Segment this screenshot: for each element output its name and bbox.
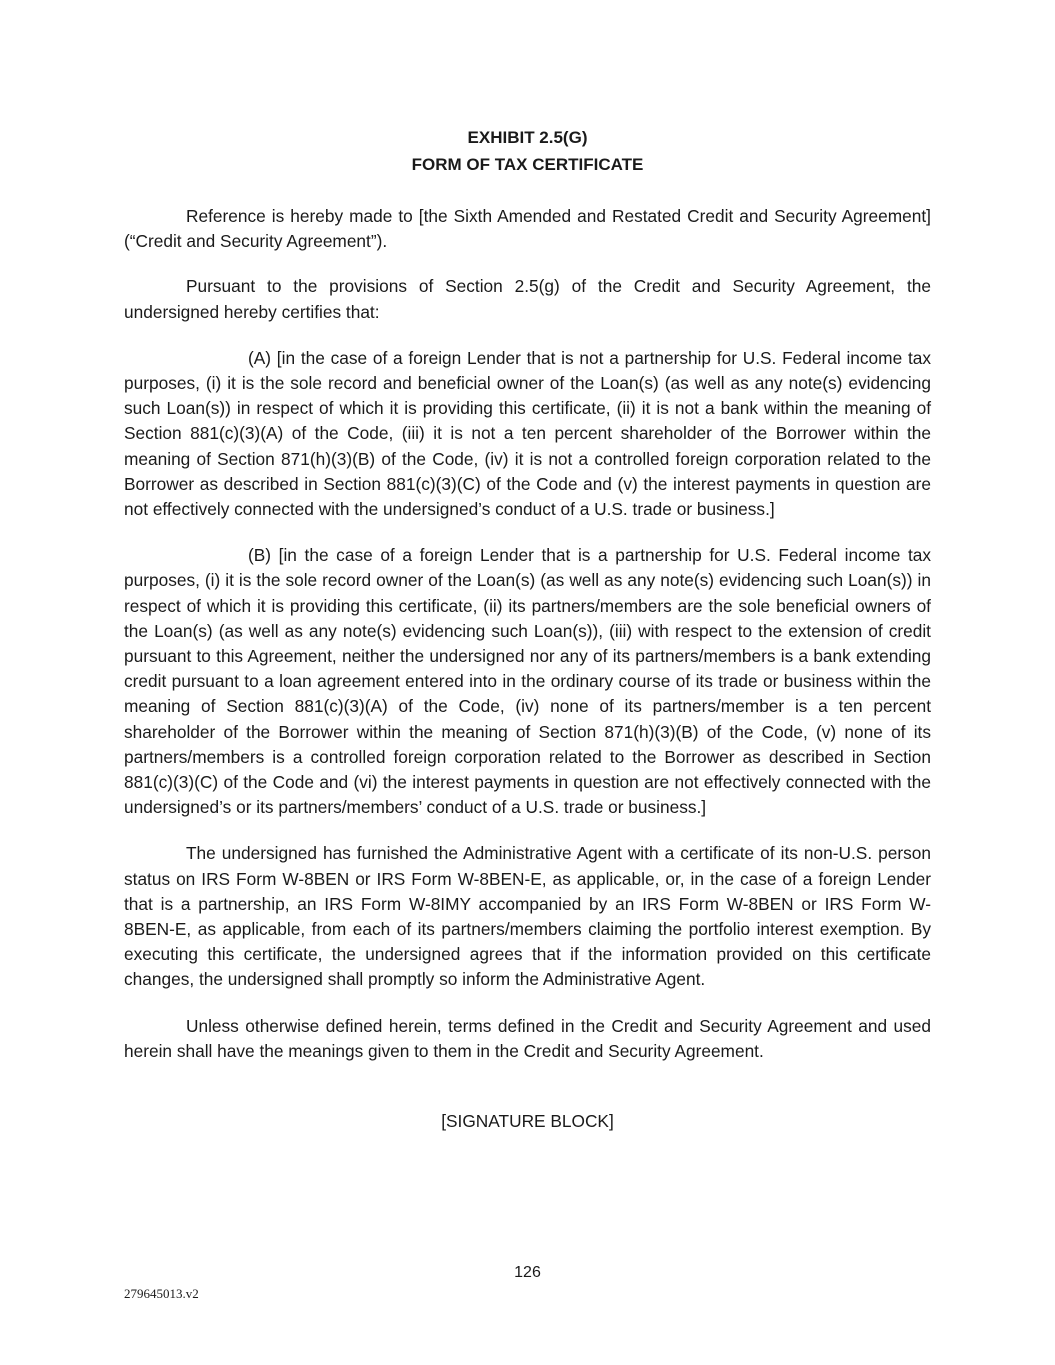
- paragraph-reference: Reference is hereby made to [the Sixth Amended and Restated Credit and Security Agreement] (“Credit and Security Agreement”).: [124, 206, 931, 252]
- form-title: FORM OF TAX CERTIFICATE: [411, 155, 644, 174]
- page-number: 126: [514, 1264, 541, 1281]
- document-id: 279645013.v2: [124, 1286, 199, 1301]
- paragraph-definitions: Unless otherwise defined herein, terms defined in the Credit and Security Agreement and used herein shall have the meanings given to them in the Credit and Security Agreement.: [124, 1015, 931, 1061]
- signature-block: [SIGNATURE BLOCK]: [441, 1111, 614, 1132]
- paragraph-furnished: The undersigned has furnished the Administrative Agent with a certificate of its non-U.S. person status on IRS Form W-8BEN or IRS Form W-8BEN-E, as applicable, or, in the case of a foreign Lender that is a partnership, an IRS Form W-8IMY accompanied by an IRS Form W-8BEN or IRS Form W-8BEN-E, as applicable, from each of its partners/members claiming the portfolio interest exemption. By executing this certificate, the undersigned agrees that if the information provided on this certificate changes, the undersigned shall promptly so inform the Administrative Agent.: [124, 843, 931, 990]
- paragraph-clause-b: (B) [in the case of a foreign Lender that is a partnership for U.S. Federal income tax purposes, (i) it is the sole record owner of the Loan(s) (as well as any note(s) evidencing such Loan(s)) in respect of which it is providing this certificate, (ii) its partners/members are the sole beneficial owners of the Loan(s) (as well as any note(s) evidencing such Loan(s)), (iii) with respect to the extension of credit pursuant to this Agreement, neither the undersigned nor any of its partners/members is a bank extending credit pursuant to a loan agreement entered into in the ordinary course of its trade or business within the meaning of Section 881(c)(3)(A) of the Code, (iv) none of its partners/member is a ten percent shareholder of the Borrower within the meaning of Section 871(h)(3)(B) of the Code, (v) none of its partners/members is a controlled foreign corporation related to the Borrower as described in Section 881(c)(3)(C) of the Code and (vi) the interest payments in question are not effectively connected with the undersigned’s or its partners/members’ conduct of a U.S. trade or business.]: [124, 545, 931, 818]
- document-page: [124, 124, 931, 1134]
- exhibit-title: EXHIBIT 2.5(G): [467, 128, 588, 147]
- paragraph-pursuant: Pursuant to the provisions of Section 2.5(g) of the Credit and Security Agreement, the undersigned hereby certifies that:: [124, 276, 931, 322]
- paragraph-clause-a: (A) [in the case of a foreign Lender that is not a partnership for U.S. Federal income tax purposes, (i) it is the sole record and beneficial owner of the Loan(s) (as well as any note(s) evidencing such Loan(s)) in respect of which it is providing this certificate, (ii) it is not a bank within the meaning of Section 881(c)(3)(A) of the Code, (iii) it is not a ten percent shareholder of the Borrower within the meaning of Section 871(h)(3)(B) of the Code, (iv) it is not a controlled foreign corporation related to the Borrower as described in Section 881(c)(3)(C) of the Code and (v) the interest payments in question are not effectively connected with the undersigned’s conduct of a U.S. trade or business.]: [124, 347, 931, 520]
